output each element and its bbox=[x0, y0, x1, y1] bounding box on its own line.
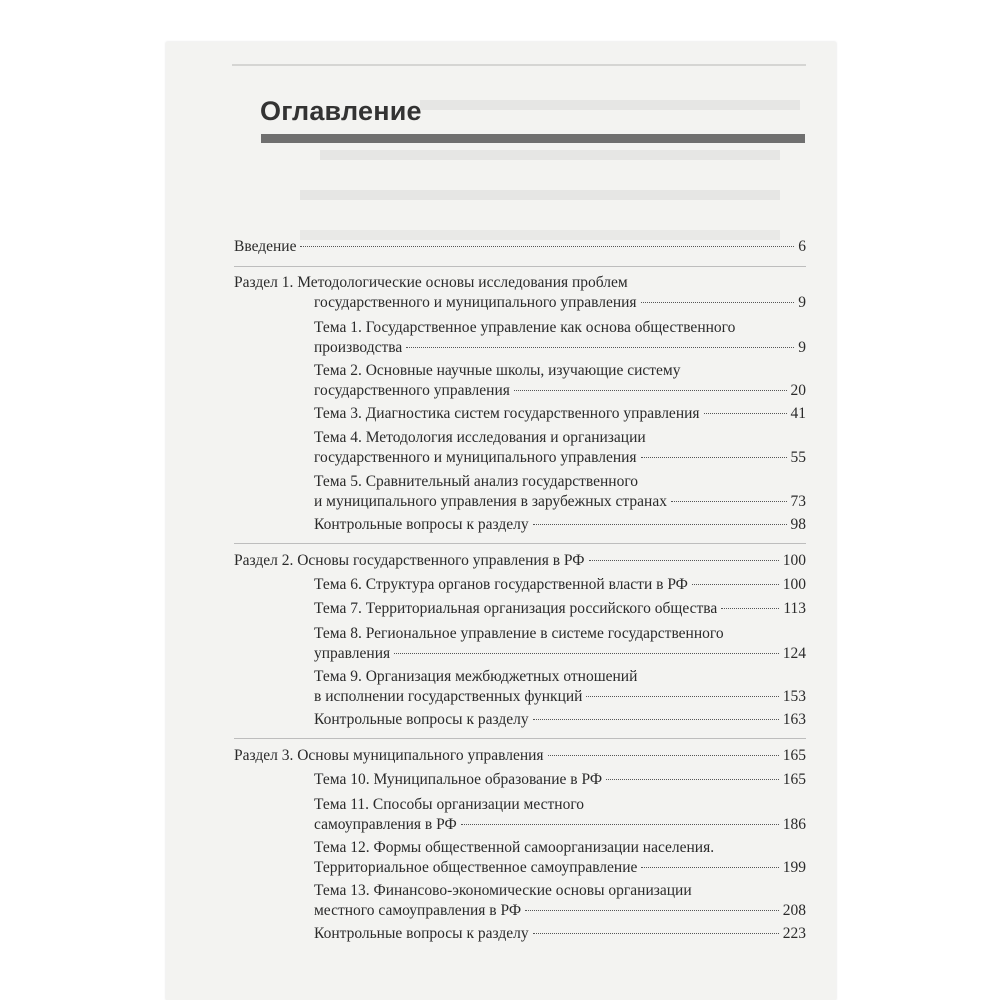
leader-dots bbox=[641, 457, 787, 458]
toc-entry-line: Тема 7. Территориальная организация российского общества bbox=[314, 600, 718, 617]
toc-entry-line: управления bbox=[314, 645, 391, 662]
toc-entry-line: Раздел 1. Методологические основы исследования проблем bbox=[234, 274, 628, 291]
leader-dots bbox=[300, 246, 794, 247]
page-number: 113 bbox=[783, 600, 806, 617]
toc-entry-line: Тема 6. Структура органов государственной власти в РФ bbox=[314, 576, 688, 593]
toc-entry-line: Контрольные вопросы к разделу bbox=[314, 925, 529, 942]
page-number: 100 bbox=[782, 552, 806, 569]
section-separator bbox=[234, 266, 806, 267]
toc-entry-section-1[interactable] bbox=[234, 273, 806, 313]
toc-entry-topic-2[interactable] bbox=[314, 361, 806, 401]
page-number: 98 bbox=[790, 516, 806, 533]
toc-entry-line: Тема 4. Методология исследования и организации bbox=[314, 429, 646, 446]
toc-entry-topic-10[interactable] bbox=[314, 770, 806, 790]
toc-entry-topic-5[interactable] bbox=[314, 472, 806, 512]
page-number: 186 bbox=[782, 816, 806, 833]
page-number: 41 bbox=[790, 405, 806, 422]
leader-dots bbox=[692, 584, 779, 585]
toc-entry-line: государственного и муниципального управления bbox=[314, 294, 637, 311]
title-rule bbox=[261, 134, 805, 143]
leader-dots bbox=[704, 413, 787, 414]
leader-dots bbox=[533, 933, 779, 934]
toc-entry-line: Тема 10. Муниципальное образование в РФ bbox=[314, 771, 603, 788]
page-number: 100 bbox=[782, 576, 806, 593]
page-number: 55 bbox=[790, 449, 806, 466]
leader-dots bbox=[533, 719, 779, 720]
toc-entry-section-3[interactable] bbox=[234, 746, 806, 766]
page-number: 223 bbox=[782, 925, 806, 942]
toc-entry-review-questions-2[interactable] bbox=[314, 710, 806, 730]
toc-entry-topic-13[interactable] bbox=[314, 881, 806, 921]
toc-entry-line: Тема 2. Основные научные школы, изучающие систему bbox=[314, 362, 681, 379]
leader-dots bbox=[671, 501, 787, 502]
page-number: 20 bbox=[790, 382, 806, 399]
page-number: 6 bbox=[798, 238, 806, 255]
page-number: 165 bbox=[782, 747, 806, 764]
toc-entry-line: самоуправления в РФ bbox=[314, 816, 457, 833]
toc-entry-topic-1[interactable] bbox=[314, 318, 806, 358]
toc-entry-topic-11[interactable] bbox=[314, 795, 806, 835]
toc-entry-topic-4[interactable] bbox=[314, 428, 806, 468]
leader-dots bbox=[533, 524, 787, 525]
toc-entry-line: местного самоуправления в РФ bbox=[314, 902, 522, 919]
leader-dots bbox=[514, 390, 787, 391]
page-number: 199 bbox=[782, 859, 806, 876]
page-number: 9 bbox=[798, 339, 806, 356]
toc-entry-line: Тема 8. Региональное управление в системе государственного bbox=[314, 625, 724, 642]
toc-entry-line: Контрольные вопросы к разделу bbox=[314, 711, 529, 728]
leader-dots bbox=[589, 560, 779, 561]
toc-entry-line: Тема 3. Диагностика систем государственного управления bbox=[314, 405, 700, 422]
toc-entry-line: Тема 9. Организация межбюджетных отношений bbox=[314, 668, 638, 685]
toc-entry-topic-7[interactable] bbox=[314, 599, 806, 619]
leader-dots bbox=[721, 608, 779, 609]
toc-entry-topic-9[interactable] bbox=[314, 667, 806, 707]
toc-entry-topic-6[interactable] bbox=[314, 575, 806, 595]
toc-entry-line: Тема 5. Сравнительный анализ государственного bbox=[314, 473, 639, 490]
toc-entry-label: Введение bbox=[234, 238, 297, 255]
leader-dots bbox=[641, 867, 778, 868]
toc-entry-review-questions-3[interactable] bbox=[314, 924, 806, 944]
toc-entry-intro[interactable] bbox=[234, 237, 806, 257]
page-number: 208 bbox=[782, 902, 806, 919]
leader-dots bbox=[548, 755, 779, 756]
section-separator bbox=[234, 738, 806, 739]
page-number: 153 bbox=[782, 688, 806, 705]
toc-entry-line: Тема 11. Способы организации местного bbox=[314, 796, 585, 813]
page-number: 73 bbox=[790, 493, 806, 510]
toc-entry-line: Тема 1. Государственное управление как основа общественного bbox=[314, 319, 736, 336]
toc-entry-line: производства bbox=[314, 339, 403, 356]
toc-entry-line: в исполнении государственных функций bbox=[314, 688, 583, 705]
toc-entry-line: Контрольные вопросы к разделу bbox=[314, 516, 529, 533]
section-separator bbox=[234, 543, 806, 544]
page-title: Оглавление bbox=[260, 96, 422, 126]
toc-entry-line: Тема 12. Формы общественной самоорганизации населения. bbox=[314, 839, 715, 856]
toc-entry-topic-3[interactable] bbox=[314, 404, 806, 424]
toc-entry-line: государственного и муниципального управления bbox=[314, 449, 637, 466]
toc-entry-line: государственного управления bbox=[314, 382, 510, 399]
toc-entry-line: и муниципального управления в зарубежных странах bbox=[314, 493, 667, 510]
toc-entry-topic-8[interactable] bbox=[314, 624, 806, 664]
page-number: 163 bbox=[782, 711, 806, 728]
page-number: 165 bbox=[782, 771, 806, 788]
page-number: 124 bbox=[782, 645, 806, 662]
leader-dots bbox=[461, 824, 779, 825]
toc-entry-line: Тема 13. Финансово-экономические основы организации bbox=[314, 882, 692, 899]
toc-entry-line: Раздел 3. Основы муниципального управления bbox=[234, 747, 544, 764]
toc-entry-line: Территориальное общественное самоуправление bbox=[314, 859, 638, 876]
leader-dots bbox=[394, 653, 779, 654]
leader-dots bbox=[606, 779, 779, 780]
toc-entry-topic-12[interactable] bbox=[314, 838, 806, 878]
leader-dots bbox=[406, 347, 794, 348]
toc-entry-line: Раздел 2. Основы государственного управления в РФ bbox=[234, 552, 585, 569]
toc-entry-review-questions-1[interactable] bbox=[314, 515, 806, 535]
page-number: 9 bbox=[798, 294, 806, 311]
leader-dots bbox=[525, 910, 779, 911]
leader-dots bbox=[586, 696, 778, 697]
toc-entry-section-2[interactable] bbox=[234, 551, 806, 571]
leader-dots bbox=[641, 302, 795, 303]
